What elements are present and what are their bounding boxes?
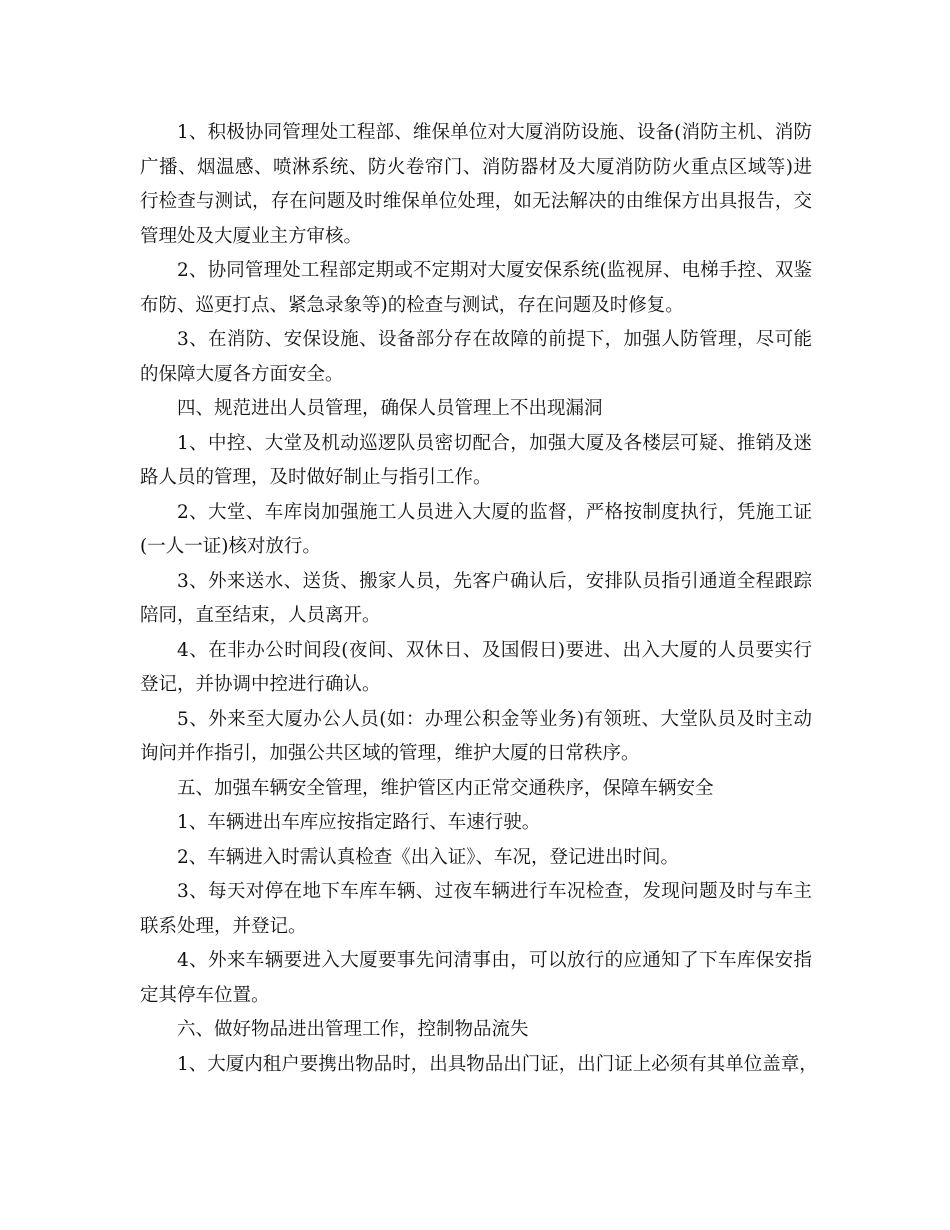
text-line: 2、大堂、车库岗加强施工人员进入大厦的监督，严格按制度执行，凭施工证 [177, 501, 812, 523]
text-line: 询问并作指引，加强公共区域的管理，维护大厦的日常秩序。 [140, 743, 640, 764]
text-line: 3、每天对停在地下车库车辆、过夜车辆进行车况检查，发现问题及时与车主 [177, 881, 812, 902]
text-line: 3、外来送水、送货、搬家人员，先客户确认后，安排队员指引通道全程跟踪 [177, 570, 812, 592]
text-line: 1、车辆进出车库应按指定路行、车速行驶。 [177, 812, 541, 833]
text-line: 2、协同管理处工程部定期或不定期对大厦安保系统(监视屏、电梯手控、双鉴 [177, 260, 812, 281]
text-line: 登记，并协调中控进行确认。 [140, 674, 381, 695]
text-line: 3、在消防、安保设施、设备部分存在故障的前提下，加强人防管理，尽可能 [177, 329, 812, 350]
text-line: 1、大厦内租户要携出物品时，出具物品出门证，出门证上必须有其单位盖章， [177, 1053, 818, 1075]
text-line: 四、规范进出人员管理，确保人员管理上不出现漏洞 [177, 398, 603, 419]
text-line: 广播、烟温感、喷淋系统、防火卷帘门、消防器材及大厦消防防火重点区域等)进 [140, 156, 812, 178]
text-line: 路人员的管理，及时做好制止与指引工作。 [140, 467, 492, 488]
text-line: (一人一证)核对放行。 [140, 536, 321, 557]
text-line: 1、中控、大堂及机动巡逻队员密切配合，加强大厦及各楼层可疑、推销及迷 [177, 432, 812, 454]
text-line: 4、在非办公时间段(夜间、双休日、及国假日)要进、出入大厦的人员要实行 [177, 639, 812, 661]
text-line: 联系处理，并登记。 [140, 915, 307, 937]
text-line: 五、加强车辆安全管理，维护管区内正常交通秩序，保障车辆安全 [177, 777, 714, 799]
document-page [140, 116, 818, 1082]
text-line: 5、外来至大厦办公人员(如：办理公积金等业务)有领班、大堂队员及时主动 [177, 708, 812, 730]
text-line: 2、车辆进入时需认真检查《出入证》、车况，登记进出时间。 [177, 846, 680, 868]
text-line: 4、外来车辆要进入大厦要事先问清事由，可以放行的应通知了下车库保安指 [177, 950, 812, 971]
text-line: 行检查与测试，存在问题及时维保单位处理，如无法解决的由维保方出具报告，交 [140, 191, 812, 212]
text-line: 管理处及大厦业主方审核。 [140, 225, 363, 247]
text-line: 六、做好物品进出管理工作，控制物品流失 [177, 1019, 529, 1040]
text-line: 1、积极协同管理处工程部、维保单位对大厦消防设施、设备(消防主机、消防 [177, 122, 812, 143]
text-line: 定其停车位置。 [140, 984, 270, 1006]
text-line: 的保障大厦各方面安全。 [140, 363, 344, 385]
text-line: 布防、巡更打点、紧急录象等)的检查与测试，存在问题及时修复。 [140, 294, 684, 316]
text-line: 陪同，直至结束，人员离开。 [140, 605, 381, 626]
